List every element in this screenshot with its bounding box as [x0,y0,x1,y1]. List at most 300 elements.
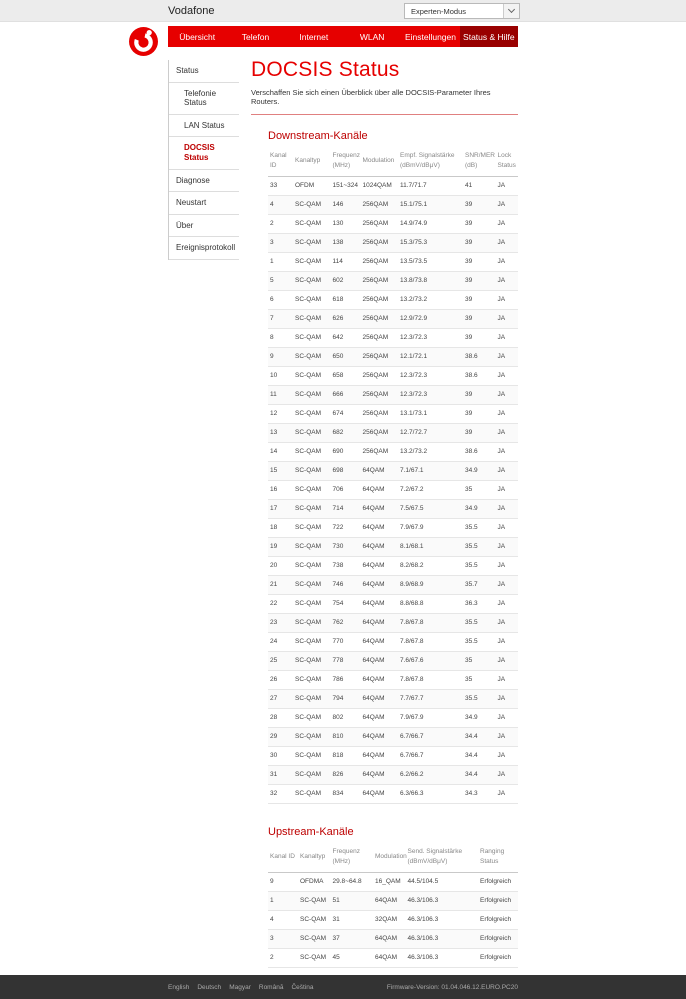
table-cell: JA [497,581,506,589]
table-cell: SC-QAM [295,543,321,551]
table-row [268,461,518,480]
table-row [268,309,518,328]
table-cell: JA [497,600,506,608]
table-cell: 1024QAM [362,182,392,190]
table-cell: SC-QAM [295,448,321,456]
table-cell: 256QAM [362,391,389,399]
column-header-frequenz-mhz: Frequenz (MHz) [332,152,360,170]
language-link-cestina[interactable]: Čeština [291,983,314,991]
sidebar-item-ereignisprotokoll[interactable]: Ereignisprotokoll [169,237,239,260]
column-header-kanaltyp: Kanaltyp [300,852,326,860]
downstream-section [268,130,518,804]
table-cell: 754 [332,600,344,608]
table-cell: 35.5 [465,543,478,551]
table-cell: JA [497,562,506,570]
table-cell: 36.3 [465,600,478,608]
table-cell: 138 [332,239,344,247]
sidebar-item-uber[interactable]: Über [169,215,239,238]
table-row [268,910,518,929]
table-cell: 15.3/75.3 [400,239,428,247]
table-cell: 151~324 [332,182,358,190]
table-cell: 5 [270,277,274,285]
footer [0,975,686,999]
table-cell: SC-QAM [295,486,321,494]
nav-item-telefon[interactable]: Telefon [241,31,270,42]
table-cell: 11 [270,391,277,399]
nav-item-einstellungen[interactable]: Einstellungen [404,31,456,42]
table-cell: 45 [332,954,340,962]
table-cell: 64QAM [362,771,385,779]
table-cell: SC-QAM [295,600,321,608]
table-cell: 698 [332,467,344,475]
table-cell: 64QAM [362,562,385,570]
table-cell: 46.3/106.3 [407,954,439,962]
table-cell: 15.1/75.1 [400,201,428,209]
sidebar-item-diagnose[interactable]: Diagnose [169,170,239,193]
table-cell: JA [497,619,506,627]
table-cell: 3 [270,239,274,247]
table-cell: 13.2/73.2 [400,448,428,456]
table-cell: 6 [270,296,274,304]
table-cell: 38.6 [465,448,478,456]
table-cell: 23 [270,619,278,627]
table-cell: SC-QAM [295,638,321,646]
nav-item-ubersicht[interactable]: Übersicht [179,31,216,42]
table-cell: 27 [270,695,278,703]
table-cell: 8 [270,334,274,342]
table-cell: 39 [465,315,473,323]
table-cell: JA [497,448,506,456]
table-cell: 666 [332,391,344,399]
table-cell: SC-QAM [295,296,321,304]
table-cell: 7.2/67.2 [400,486,424,494]
table-cell: 34.4 [465,771,478,779]
table-row [268,537,518,556]
table-cell: 256QAM [362,315,389,323]
downstream-table [268,147,518,804]
table-cell: SC-QAM [295,334,321,342]
table-cell: 35.5 [465,619,478,627]
table-cell: SC-QAM [295,315,321,323]
table-cell: Erfolgreich [480,954,512,962]
table-cell: 35.5 [465,562,478,570]
table-cell: 7.6/67.6 [400,657,424,665]
table-cell: 146 [332,201,344,209]
table-cell: 778 [332,657,344,665]
table-cell: 35 [465,486,473,494]
table-cell: 7.8/67.8 [400,619,424,627]
table-cell: 8.2/68.2 [400,562,424,570]
table-cell: JA [497,467,506,475]
table-cell: 39 [465,239,473,247]
page-subtitle: Verschaffen Sie sich einen Überblick über alle DOCSIS-Parameter Ihres Routers. [251,88,518,115]
table-cell: 12 [270,410,278,418]
table-cell: 25 [270,657,278,665]
column-header-kanal-id: Kanal ID [270,852,295,860]
table-cell: 19 [270,543,278,551]
table-row [268,214,518,233]
table-cell: 64QAM [362,790,385,798]
column-header-ranging-status: Ranging Status [480,847,505,866]
table-row [268,689,518,708]
table-cell: 13.8/73.8 [400,277,428,285]
column-header-frequenz-mhz: Frequenz (MHz) [332,847,360,866]
table-row [268,746,518,765]
table-cell: 64QAM [375,897,398,905]
table-cell: JA [497,182,506,190]
sidebar-item-telefonie-status[interactable]: Telefonie Status [169,83,239,115]
sidebar-item-docsis-status[interactable]: DOCSIS Status [169,137,239,169]
table-cell: 39 [465,220,473,228]
table-cell: 834 [332,790,344,798]
table-cell: 20 [270,562,278,570]
table-cell: 21 [270,581,278,589]
table-row [268,613,518,632]
table-cell: 618 [332,296,344,304]
table-cell: 130 [332,220,344,228]
table-cell: SC-QAM [300,954,326,962]
table-cell: 35.5 [465,695,478,703]
language-link-english[interactable]: English [168,983,190,991]
table-cell: JA [497,258,506,266]
table-cell: SC-QAM [295,410,321,418]
table-cell: 39 [465,201,473,209]
table-cell: SC-QAM [295,239,321,247]
table-cell: 642 [332,334,344,342]
table-cell: 44.5/104.5 [407,878,439,886]
table-row [268,518,518,537]
table-cell: 51 [332,897,340,905]
table-row [268,366,518,385]
table-cell: 13.1/73.1 [400,410,428,418]
nav-item-internet[interactable]: Internet [299,31,329,42]
table-cell: 256QAM [362,372,389,380]
table-cell: 256QAM [362,353,389,361]
table-cell: 706 [332,486,344,494]
table-cell: JA [497,410,506,418]
table-cell: 6.7/66.7 [400,752,424,760]
table-row [268,233,518,252]
table-cell: 8.1/68.1 [400,543,424,551]
table-cell: Erfolgreich [480,878,512,886]
table-row [268,575,518,594]
table-cell: 658 [332,372,344,380]
table-cell: 39 [465,334,473,342]
column-header-kanal-id: Kanal ID [270,152,287,170]
table-cell: 39 [465,277,473,285]
table-cell: 34.9 [465,714,478,722]
table-row [268,708,518,727]
table-cell: 18 [270,524,278,532]
table-row [268,765,518,784]
sidebar-item-lan-status[interactable]: LAN Status [169,115,239,138]
table-cell: SC-QAM [295,752,321,760]
content-area [168,47,518,968]
table-cell: 786 [332,676,344,684]
table-cell: 12.1/72.1 [400,353,428,361]
table-cell: 674 [332,410,344,418]
table-cell: 9 [270,878,274,886]
table-cell: 35.7 [465,581,478,589]
table-cell: 650 [332,353,344,361]
table-cell: 64QAM [362,733,385,741]
table-cell: JA [497,771,506,779]
downstream-heading: Downstream-Kanäle [268,130,368,142]
table-cell: 11.7/71.7 [400,182,427,190]
table-cell: Erfolgreich [480,935,512,943]
mode-select-value: Experten-Modus [411,6,467,16]
table-cell: 256QAM [362,277,389,285]
upstream-table [268,843,518,968]
table-cell: 818 [332,752,344,760]
table-cell: 30 [270,752,278,760]
table-cell: Erfolgreich [480,897,512,905]
table-cell: 64QAM [362,467,385,475]
table-cell: 6.2/66.2 [400,771,424,779]
table-cell: SC-QAM [295,220,321,228]
table-cell: JA [497,790,506,798]
table-cell: 15 [270,467,278,475]
table-row [268,948,518,967]
table-cell: JA [497,353,506,361]
table-cell: SC-QAM [300,916,326,924]
table-cell: SC-QAM [295,714,321,722]
table-cell: 6.7/66.7 [400,733,424,741]
table-cell: 31 [270,771,278,779]
language-link-romana[interactable]: Română [258,983,284,991]
table-cell: 28 [270,714,278,722]
table-cell: JA [497,277,506,285]
table-cell: 626 [332,315,344,323]
table-cell: 14.9/74.9 [400,220,428,228]
table-cell: 256QAM [362,201,389,209]
table-cell: Erfolgreich [480,916,512,924]
table-cell: 39 [465,429,473,437]
table-cell: SC-QAM [295,562,321,570]
table-cell: 256QAM [362,258,389,266]
table-cell: 8.9/68.9 [400,581,424,589]
table-cell: 22 [270,600,278,608]
table-cell: 33 [270,182,278,190]
upstream-heading: Upstream-Kanäle [268,825,354,838]
table-cell: 64QAM [362,695,385,703]
table-cell: SC-QAM [295,771,321,779]
language-link-magyar[interactable]: Magyar [229,983,251,991]
table-cell: 4 [270,916,274,924]
table-cell: 256QAM [362,239,389,247]
table-cell: JA [497,391,506,399]
table-row [268,727,518,746]
table-cell: SC-QAM [295,619,321,627]
table-cell: JA [497,429,506,437]
table-cell: 762 [332,619,344,627]
table-cell: 32QAM [375,916,398,924]
table-cell: 714 [332,505,344,513]
column-header-kanaltyp: Kanaltyp [295,157,321,165]
table-cell: SC-QAM [295,524,321,532]
table-cell: SC-QAM [295,391,321,399]
table-header-row [268,843,518,872]
table-cell: 16 [270,486,278,494]
table-cell: 682 [332,429,344,437]
table-cell: JA [497,733,506,741]
table-row [268,556,518,575]
table-cell: 39 [465,258,473,266]
table-cell: 16_QAM [375,878,401,886]
table-row [268,404,518,423]
table-cell: 46.3/106.3 [407,916,439,924]
language-link-deutsch[interactable]: Deutsch [197,983,222,991]
table-cell: 29 [270,733,278,741]
table-cell: 35.5 [465,524,478,532]
table-cell: 13 [270,429,278,437]
table-cell: SC-QAM [295,277,321,285]
table-cell: 17 [270,505,278,513]
table-row [268,176,518,195]
table-cell: JA [497,657,506,665]
table-cell: 7.5/67.5 [400,505,424,513]
table-cell: 64QAM [362,524,385,532]
table-cell: SC-QAM [295,429,321,437]
table-cell: 7 [270,315,274,323]
table-cell: 34.3 [465,790,478,798]
table-row [268,442,518,461]
table-cell: 64QAM [362,600,385,608]
table-cell: 256QAM [362,220,389,228]
language-links [168,984,314,991]
column-header-modulation: Modulation [362,157,395,165]
table-cell: 35 [465,657,473,665]
table-cell: 64QAM [362,581,385,589]
chevron-down-icon [503,4,519,18]
table-cell: 602 [332,277,344,285]
table-cell: JA [497,239,506,247]
table-cell: 14 [270,448,278,456]
table-cell: 738 [332,562,344,570]
table-cell: SC-QAM [295,733,321,741]
table-row [268,195,518,214]
table-cell: 7.8/67.8 [400,676,424,684]
table-cell: SC-QAM [295,258,321,266]
table-cell: SC-QAM [295,467,321,475]
table-cell: 35.5 [465,638,478,646]
mode-select[interactable] [404,3,520,19]
table-cell: 8.8/68.8 [400,600,424,608]
table-cell: 9 [270,353,274,361]
table-cell: 7.9/67.9 [400,714,424,722]
table-cell: 2 [270,220,274,228]
table-header-row [268,147,518,176]
table-cell: 256QAM [362,296,389,304]
table-cell: OFDMA [300,878,324,886]
table-cell: 256QAM [362,448,389,456]
table-cell: 34.9 [465,467,478,475]
table-row [268,872,518,891]
table-cell: 34.4 [465,752,478,760]
table-cell: 7.7/67.7 [400,695,424,703]
table-cell: JA [497,220,506,228]
table-cell: 64QAM [362,638,385,646]
table-cell: 46.3/106.3 [407,935,439,943]
table-cell: 34.9 [465,505,478,513]
table-row [268,632,518,651]
table-cell: 24 [270,638,278,646]
table-cell: JA [497,372,506,380]
table-cell: SC-QAM [300,897,326,905]
table-cell: 39 [465,410,473,418]
table-cell: 730 [332,543,344,551]
column-header-send-signalstarke-dbmv-db-v: Send. Signalstärke (dBmV/dBμV) [407,847,463,866]
table-cell: SC-QAM [295,581,321,589]
table-cell: 2 [270,954,274,962]
table-row [268,290,518,309]
table-row [268,929,518,948]
table-cell: SC-QAM [295,505,321,513]
table-cell: 41 [465,182,473,190]
table-cell: 256QAM [362,429,389,437]
table-cell: 794 [332,695,344,703]
table-cell: 38.6 [465,353,478,361]
table-cell: JA [497,505,506,513]
table-cell: 13.2/73.2 [400,296,428,304]
table-cell: 826 [332,771,344,779]
table-cell: JA [497,315,506,323]
sidebar [168,60,239,260]
table-cell: 256QAM [362,410,389,418]
table-cell: 35 [465,676,473,684]
table-cell: 7.8/67.8 [400,638,424,646]
main-nav [168,26,518,47]
brand-text: Vodafone [168,5,215,17]
nav-item-wlan[interactable]: WLAN [359,31,385,42]
table-cell: JA [497,201,506,209]
sidebar-item-neustart[interactable]: Neustart [169,192,239,215]
table-cell: 26 [270,676,278,684]
table-cell: 34.4 [465,733,478,741]
nav-item-status-hilfe[interactable]: Status & Hilfe [460,26,518,47]
table-row [268,499,518,518]
upstream-section [268,826,518,968]
table-cell: 12.9/72.9 [400,315,428,323]
table-cell: 64QAM [375,935,398,943]
vodafone-logo-icon [129,27,158,56]
table-row [268,385,518,404]
table-cell: 31 [332,916,340,924]
table-cell: 1 [270,258,274,266]
table-cell: 810 [332,733,344,741]
table-cell: JA [497,486,506,494]
column-header-empf-signalstarke-dbmv-db-v: Empf. Signalstärke (dBmV/dBμV) [400,152,455,170]
table-cell: JA [497,695,506,703]
table-cell: 37 [332,935,340,943]
table-row [268,651,518,670]
table-cell: JA [497,752,506,760]
table-cell: SC-QAM [295,353,321,361]
table-cell: 3 [270,935,274,943]
table-cell: 38.6 [465,372,478,380]
table-cell: 722 [332,524,344,532]
table-cell: 64QAM [375,954,398,962]
table-row [268,891,518,910]
table-cell: 64QAM [362,543,385,551]
table-cell: 64QAM [362,714,385,722]
table-cell: JA [497,334,506,342]
table-cell: 64QAM [362,486,385,494]
table-cell: 29.8~64.8 [332,878,362,886]
table-cell: 64QAM [362,676,385,684]
table-cell: SC-QAM [295,790,321,798]
sidebar-item-status[interactable]: Status [169,60,239,83]
